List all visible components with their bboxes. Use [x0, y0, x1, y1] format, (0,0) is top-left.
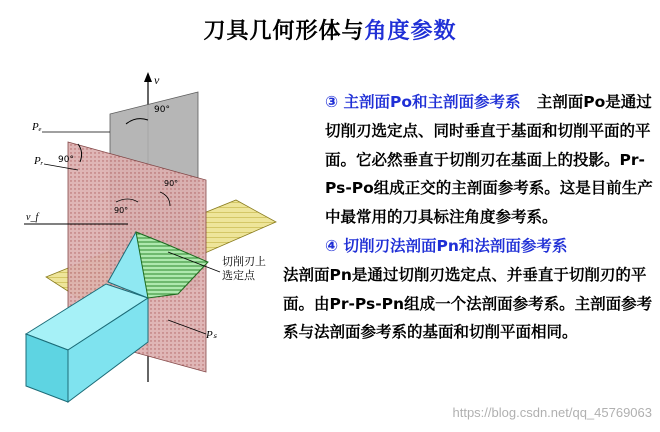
section3-title: ③ 主剖面Po和主剖面参考系 [325, 93, 521, 111]
section3-body: 主剖面Po是通过切削刃选定点、同时垂直于基面和切削平面的平面。它必然垂直于切削刃在基面上的投影。Pr-Ps-Po组成正交的主剖面参考系。这是目前生产中最常用的刀具标注角度参考系。 [325, 93, 653, 227]
title-accent: 角度参数 [364, 19, 457, 44]
callout-line2: 选定点 [222, 269, 255, 282]
label-ps: Pₛ [206, 329, 217, 341]
section4-title: ④ 切削刃法剖面Pn和法剖面参考系 [325, 236, 568, 255]
section4-heading [283, 232, 655, 261]
page-title [0, 14, 660, 45]
callout-line1: 切削刃上 [222, 255, 266, 268]
content-text [283, 88, 655, 347]
section4-body: 法剖面Pn是通过切削刃选定点、并垂直于切削刃的平面。由Pr-Ps-Pn组成一个法剖面参考系。主剖面参考系与法剖面参考系的基面和切削平面相同。 [283, 265, 653, 342]
tool-angle-diagram [18, 72, 280, 417]
angle-label-top: 90° [154, 105, 170, 115]
label-pe: Pₑ [32, 121, 42, 133]
section3-paragraph [283, 88, 655, 232]
angle-label-mid2: 90° [164, 179, 179, 188]
title-main: 刀具几何形体与 [203, 19, 365, 44]
label-vf: v_f [26, 212, 39, 223]
label-v: v [154, 73, 160, 87]
watermark: https://blog.csdn.net/qq_45769063 [452, 405, 652, 420]
angle-label-mid1: 90° [114, 206, 129, 215]
label-pr: Pᵣ [34, 155, 44, 167]
angle-label-left: 90° [58, 155, 74, 165]
